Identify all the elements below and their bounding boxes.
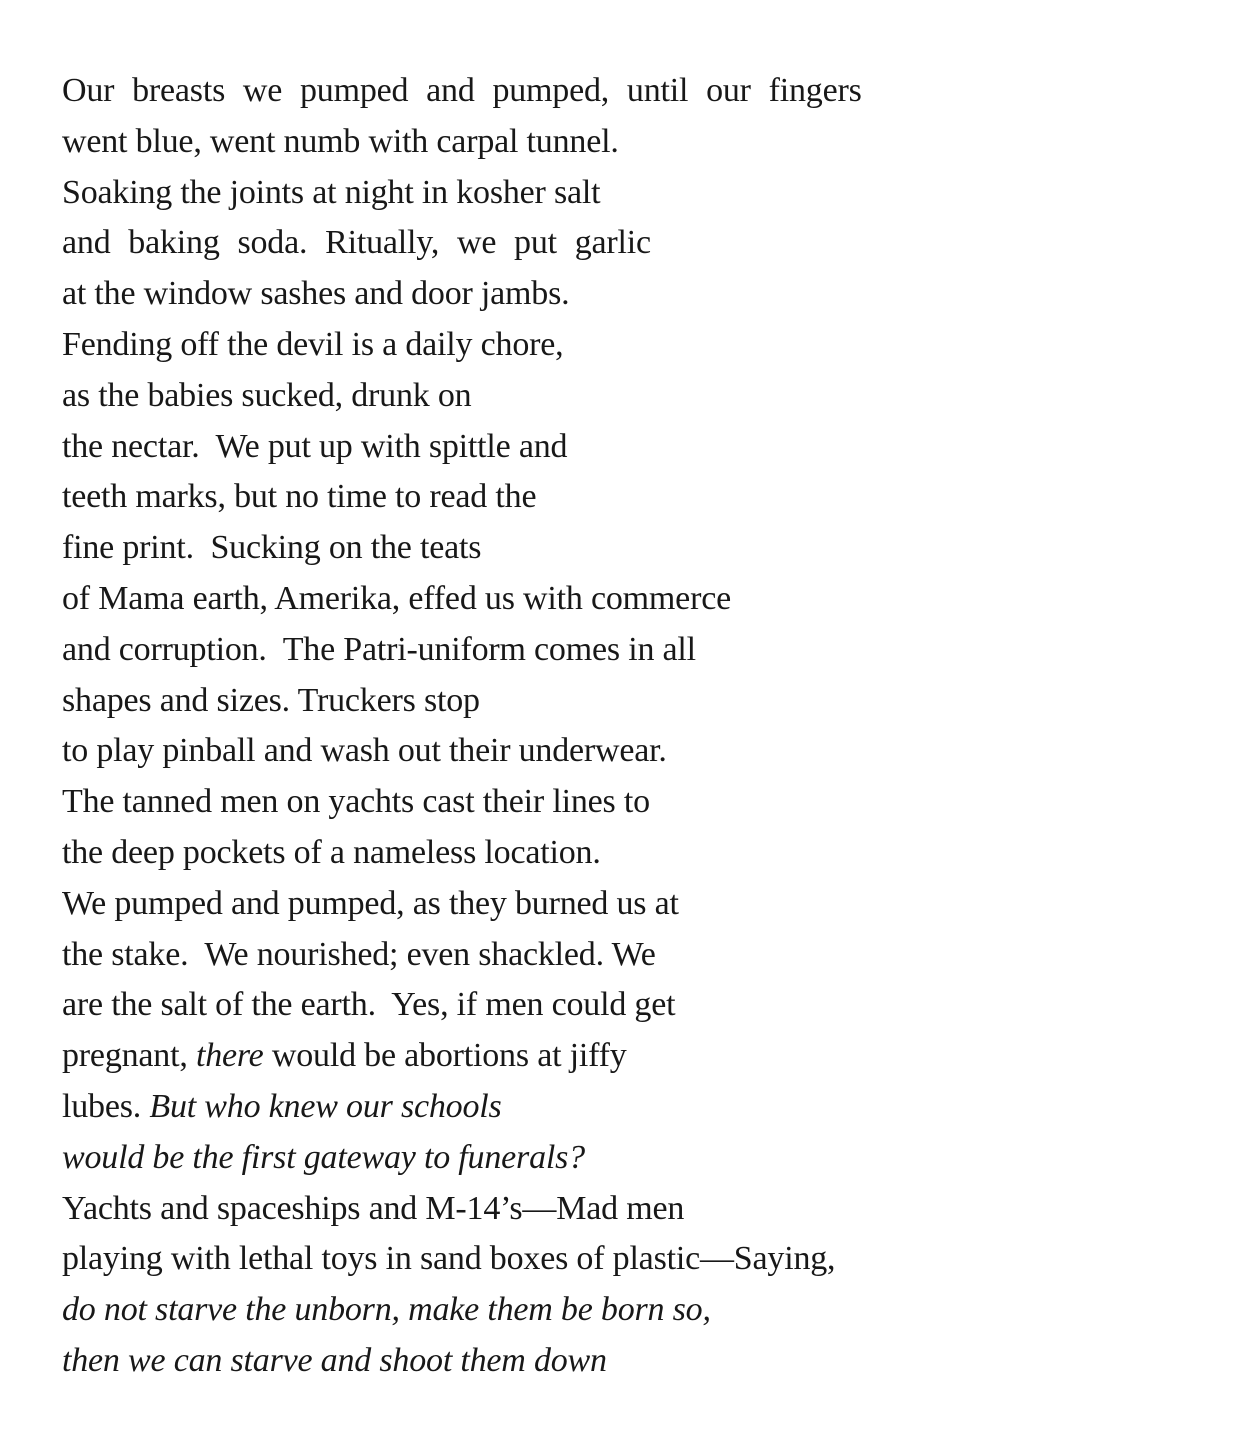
poem-line	[62, 1082, 1199, 1133]
poem-line	[62, 1031, 1199, 1082]
poem-line	[62, 371, 1199, 422]
poem-segment: fine print. Sucking on the teats	[62, 529, 482, 567]
poem-line	[62, 117, 1199, 168]
poem-segment-italic: then we can starve and shoot them down	[62, 1341, 607, 1379]
poem-line	[62, 218, 1199, 269]
poem-line	[62, 625, 1199, 676]
poem-segment: the stake. We nourished; even shackled. We	[62, 935, 656, 973]
poem-segment: to play pinball and wash out their underwear.	[62, 732, 667, 770]
poem-line	[62, 777, 1199, 828]
poem-segment: Soaking the joints at night in kosher salt	[62, 173, 601, 211]
poem-line	[62, 66, 1199, 117]
poem-segment: shapes and sizes. Truckers stop	[62, 681, 480, 719]
poem-line	[62, 1234, 1199, 1285]
poem-segment-italic: there	[195, 1037, 264, 1075]
poem-segment: pregnant,	[62, 1037, 196, 1075]
poem-segment: are the salt of the earth. Yes, if men could get	[62, 986, 676, 1024]
poem-segment: would be abortions at jiffy	[263, 1037, 627, 1075]
poem-segment: lubes.	[62, 1087, 150, 1125]
poem-segment: Yachts and spaceships and M-14’s—Mad men	[62, 1189, 685, 1227]
poem-segment: teeth marks, but no time to read the	[62, 478, 537, 516]
poem-line	[62, 422, 1199, 473]
poem-line	[62, 1285, 1199, 1336]
poem-line	[62, 980, 1199, 1031]
poem-line	[62, 1133, 1199, 1184]
poem-segment-italic: But who knew our schools	[149, 1087, 502, 1125]
poem-line	[62, 1184, 1199, 1235]
poem-segment: We pumped and pumped, as they burned us at	[62, 884, 679, 922]
poem-segment: the deep pockets of a nameless location.	[62, 833, 601, 871]
poem-line	[62, 828, 1199, 879]
poem-segment: as the babies sucked, drunk on	[62, 376, 472, 414]
poem-segment: and baking soda. Ritually, we put garlic	[62, 224, 651, 262]
poem-line	[62, 574, 1199, 625]
poem-line	[62, 879, 1199, 930]
poem-line	[62, 930, 1199, 981]
poem-segment: went blue, went numb with carpal tunnel.	[62, 122, 619, 160]
poem-line	[62, 726, 1199, 777]
poem-line	[62, 320, 1199, 371]
poem-segment: Our breasts we pumped and pumped, until our fingers	[62, 72, 862, 109]
poem-segment: of Mama earth, Amerika, effed us with commerce	[62, 579, 731, 617]
poem-line	[62, 676, 1199, 727]
poem-line	[62, 472, 1199, 523]
poem-segment: the nectar. We put up with spittle and	[62, 427, 568, 465]
poem-line	[62, 269, 1199, 320]
poem-line	[62, 1336, 1199, 1387]
poem-segment: The tanned men on yachts cast their lines to	[62, 783, 650, 821]
poem-segment-italic: would be the first gateway to funerals?	[62, 1138, 585, 1176]
poem-segment-italic: do not starve the unborn, make them be born so,	[62, 1291, 711, 1329]
poem-segment: and corruption. The Patri-uniform comes in all	[62, 630, 696, 668]
poem-segment: at the window sashes and door jambs.	[62, 275, 570, 313]
poem-segment: Fending off the devil is a daily chore,	[62, 325, 564, 363]
poem-line	[62, 523, 1199, 574]
poem-segment: playing with lethal toys in sand boxes of plastic—Saying,	[62, 1240, 836, 1278]
poem-line	[62, 168, 1199, 219]
